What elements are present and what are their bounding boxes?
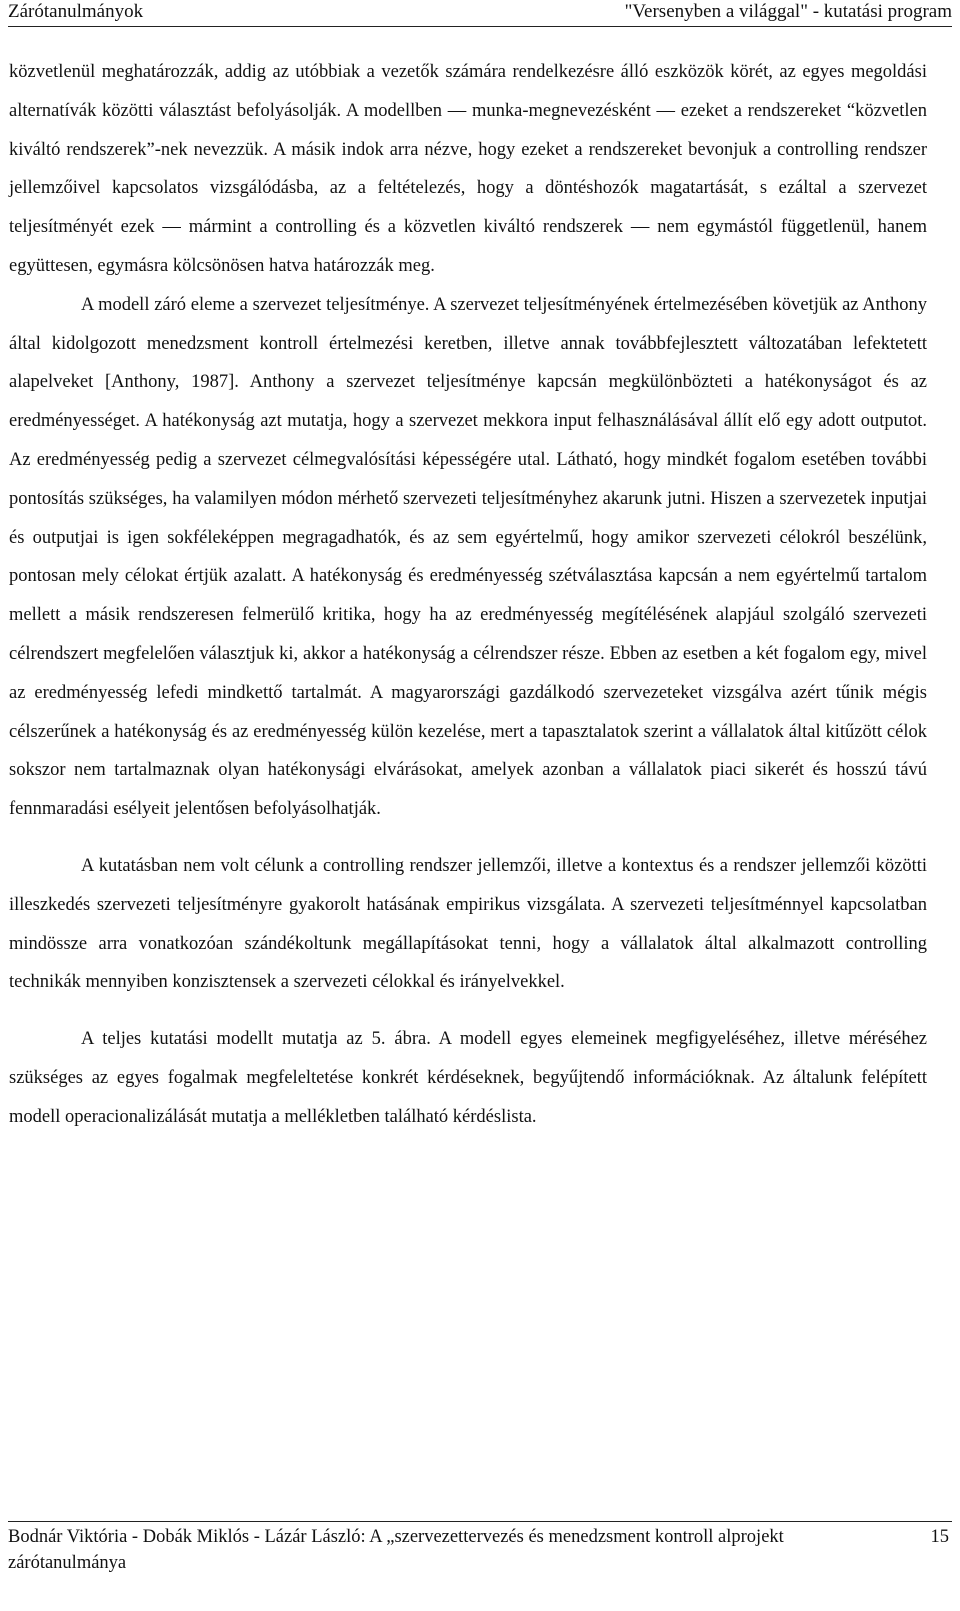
- paragraph-performance: A modell záró eleme a szervezet teljesítménye. A szervezet teljesítményének értelmezésében követjük az Anthony által kidolgozott menedzsment kontroll értelmezési keretben, illetve annak továbbfejlesztett változatában lefektetett alapelveket [Anthony, 1987]. Anthony a szervezet teljesítménye kapcsán megkülönbözteti a hatékonyságot és az eredményességet. A hatékonyság azt mutatja, hogy a szervezet mekkora input felhasználásával állít elő egy adott outputot. Az eredményesség pedig a szervezet célmegvalósítási képességére utal. Látható, hogy mindkét fogalom esetében további pontosítás szükséges, ha valamilyen módon mérhető szervezeti teljesítményhez akarunk jutni. Hiszen a szervezetek inputjai és outputjai is igen sokféleképpen megragadhatók, és az sem egyértelmű, hogy amikor szervezeti célokról beszélünk, pontosan mely célokat értjük azalatt. A hatékonyság és eredményesség szétválasztása kapcsán a nem egyértelmű tartalom mellett a másik rendszeresen felmerülő kritika, hogy ha az eredményesség megítélésének alapjául szolgáló szervezeti célrendszert megfelelően választjuk ki, akkor a hatékonyság a célrendszer része. Ebben az esetben a két fogalom egy, mivel az eredményesség lefedi mindkettő tartalmát. A magyarországi gazdálkodó szervezeteket vizsgálva azért tűnik mégis célszerűnek a hatékonyság és az eredményesség külön kezelése, mert a tapasztalatok szerint a vállalatok által kitűzött célok sokszor nem tartalmaznak olyan hatékonysági elvárásokat, amelyek azonban a vállalatok piaci sikerét és hosszú távú fennmaradási esélyeit jelentősen befolyásolhatják.: [9, 294, 927, 820]
- paragraph-model-figure: A teljes kutatási modellt mutatja az 5. ábra. A modell egyes elemeinek megfigyeléséhez, illetve méréséhez szükséges az egyes fogalmak megfeleltetése konkrét kérdéseknek, begyűjtendő információknak. Az általunk felépített modell operacionalizálását mutatja a mellékletben található kérdéslista.: [9, 1029, 927, 1127]
- page-footer: [8, 1521, 952, 1576]
- footer-citation: Bodnár Viktória - Dobák Miklós - Lázár László: A „szervezettervezés és menedzsment kontroll alprojekt zárótanulmánya: [8, 1527, 784, 1573]
- header-program-title: "Versenyben a világgal" - kutatási program: [624, 1, 952, 22]
- header-series-title: Zárótanulmányok: [8, 1, 144, 22]
- paragraph-continuation: közvetlenül meghatározzák, addig az utóbbiak a vezetők számára rendelkezésre álló eszközök körét, az egyes megoldási alternatívák közötti választást befolyásolják. A modellben — munka-megnevezésként — ezeket a rendszereket “közvetlen kiváltó rendszerek”-nek nevezzük. A másik indok arra nézve, hogy ezeket a rendszereket bevonjuk a controlling rendszer jellemzőivel kapcsolatos vizsgálódásba, az a feltételezés, hogy a döntéshozók magatartását, s ezáltal a szervezet teljesítményét ezek — mármint a controlling és a közvetlen kiváltó rendszerek — nem egymástól függetlenül, hanem együttesen, egymásra kölcsönösen hatva határozzák meg.: [9, 62, 927, 276]
- body-text: [9, 53, 927, 1137]
- page-number: 15: [930, 1527, 949, 1547]
- paragraph-research-aim: A kutatásban nem volt célunk a controlling rendszer jellemzői, illetve a kontextus és a rendszer jellemzői közötti illeszkedés szervezeti teljesítményre gyakorolt hatásának empirikus vizsgálata. A szervezeti teljesítménnyel kapcsolatban mindössze arra vonatkozóan szándékoltunk megállapításokat tenni, hogy a vállalatok által alkalmazott controlling technikák mennyiben konzisztensek a szervezeti célokkal és irányelvekkel.: [9, 855, 927, 993]
- running-header: [8, 0, 952, 27]
